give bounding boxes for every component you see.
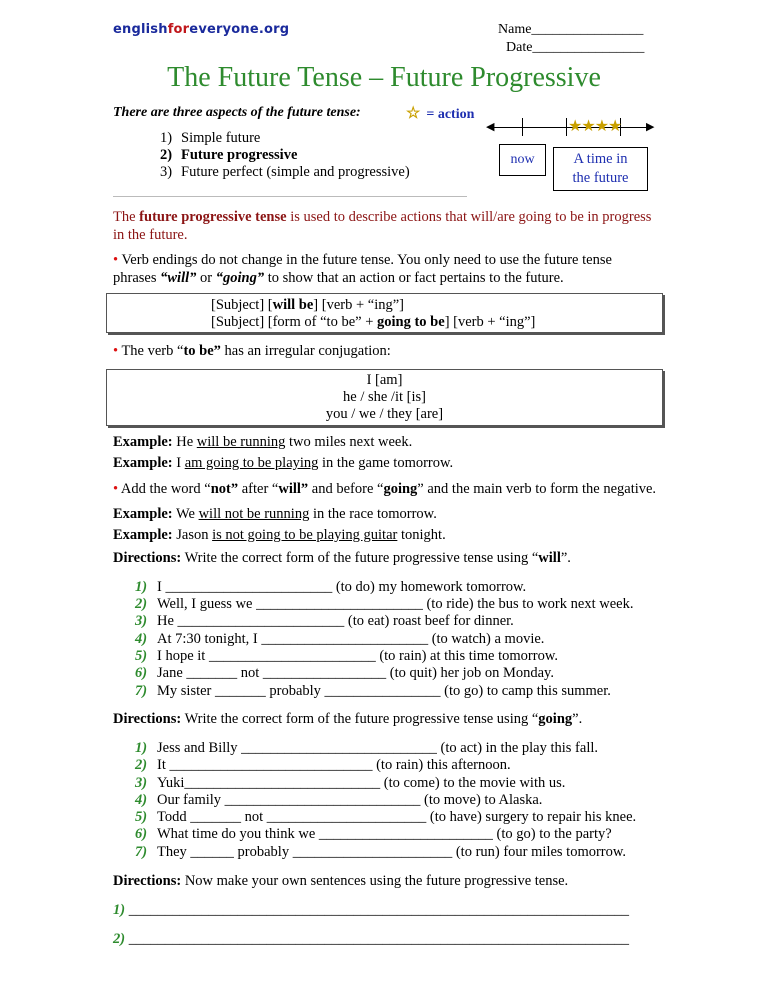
exercise-item: 6) Jane _______ not _________________ (to quit) her job on Monday. — [135, 665, 554, 681]
list-item: 3) Future perfect (simple and progressive) — [160, 164, 410, 180]
name-field: Name________________ — [498, 22, 644, 37]
rule-paragraph: • Verb endings do not change in the future tense. You only need to use the future tense phrases “will” or “going” to show that an action or fact pertains to the future. — [113, 252, 612, 286]
action-legend: ☆ = action — [406, 105, 475, 122]
exercise-item: 5) I hope it _______________________ (to rain) at this time tomorrow. — [135, 648, 558, 664]
exercise-item: 7) My sister _______ probably ________________ (to go) to camp this summer. — [135, 683, 611, 699]
example: Example: I am going to be playing in the game tomorrow. — [113, 455, 454, 471]
future-label: A time in the future — [553, 147, 648, 191]
exercise-item: 2) Well, I guess we _______________________ (to ride) the bus to work next week. — [135, 596, 634, 612]
exercise-item: 5) Todd _______ not ______________________ (to have) surgery to repair his knee. — [135, 809, 637, 825]
divider — [113, 196, 467, 197]
timeline-tick-start — [566, 118, 567, 136]
exercise-item: 6) What time do you think we ________________________ (to go) to the party? — [135, 826, 612, 842]
answer-line: 1) _____________________________________________________________________ — [113, 902, 629, 918]
arrow-left-icon: ◀ — [486, 121, 495, 133]
exercise-item: 1) I _______________________ (to do) my homework tomorrow. — [135, 579, 527, 595]
example: Example: He will be running two miles next week. — [113, 434, 413, 450]
exercise-item: 1) Jess and Billy ___________________________ (to act) in the play this fall. — [135, 740, 598, 756]
page-title: The Future Tense – Future Progressive — [167, 62, 601, 93]
aspects-list — [160, 130, 410, 181]
conjugation-box — [106, 369, 663, 426]
exercise-item: 7) They ______ probably ______________________ (to run) four miles tomorrow. — [135, 844, 627, 860]
directions-will: Directions: Write the correct form of the future progressive tense using “will”. — [113, 550, 571, 566]
list-item: 1) Simple future — [160, 130, 261, 146]
formula-box — [106, 293, 663, 333]
timeline-tick-now — [522, 118, 523, 136]
conjugation-line: he / she /it [is] — [343, 389, 426, 405]
formula-line: [Subject] [form of “to be” + going to be] [verb + “ing”] — [211, 314, 536, 330]
answer-line: 2) _____________________________________________________________________ — [113, 931, 629, 947]
exercise-item: 3) Yuki___________________________ (to come) to the movie with us. — [135, 775, 566, 791]
conjugation-line: you / we / they [are] — [325, 406, 444, 422]
action-stars-icon: ★★★★ — [568, 118, 622, 135]
directions-going: Directions: Write the correct form of the future progressive tense using “going”. — [113, 711, 583, 727]
site-logo: englishforeveryone.org — [113, 22, 290, 37]
list-item: 2) Future progressive — [160, 147, 298, 163]
date-field: Date________________ — [506, 40, 645, 55]
to-be-note: • The verb “to be” has an irregular conjugation: — [113, 343, 391, 359]
example: Example: Jason is not going to be playing guitar tonight. — [113, 527, 446, 543]
negative-note: • Add the word “not” after “will” and before “going” and the main verb to form the negative. — [113, 481, 657, 497]
now-label: now — [499, 144, 546, 176]
exercise-item: 2) It ____________________________ (to rain) this afternoon. — [135, 757, 511, 773]
formula-line: [Subject] [will be] [verb + “ing”] — [211, 297, 404, 313]
exercise-item: 4) At 7:30 tonight, I _______________________ (to watch) a movie. — [135, 631, 545, 647]
intro-text: There are three aspects of the future tense: — [113, 105, 361, 120]
star-icon: ☆ — [406, 105, 421, 122]
exercise-item: 3) He _______________________ (to eat) roast beef for dinner. — [135, 613, 514, 629]
directions-own: Directions: Now make your own sentences using the future progressive tense. — [113, 873, 569, 889]
arrow-right-icon: ▶ — [646, 121, 655, 133]
example: Example: We will not be running in the race tomorrow. — [113, 506, 437, 522]
exercise-item: 4) Our family ___________________________ (to move) to Alaska. — [135, 792, 543, 808]
definition: The future progressive tense is used to describe actions that will/are going to be in progress in the future. — [113, 209, 652, 243]
conjugation-line: I [am] — [366, 372, 403, 388]
